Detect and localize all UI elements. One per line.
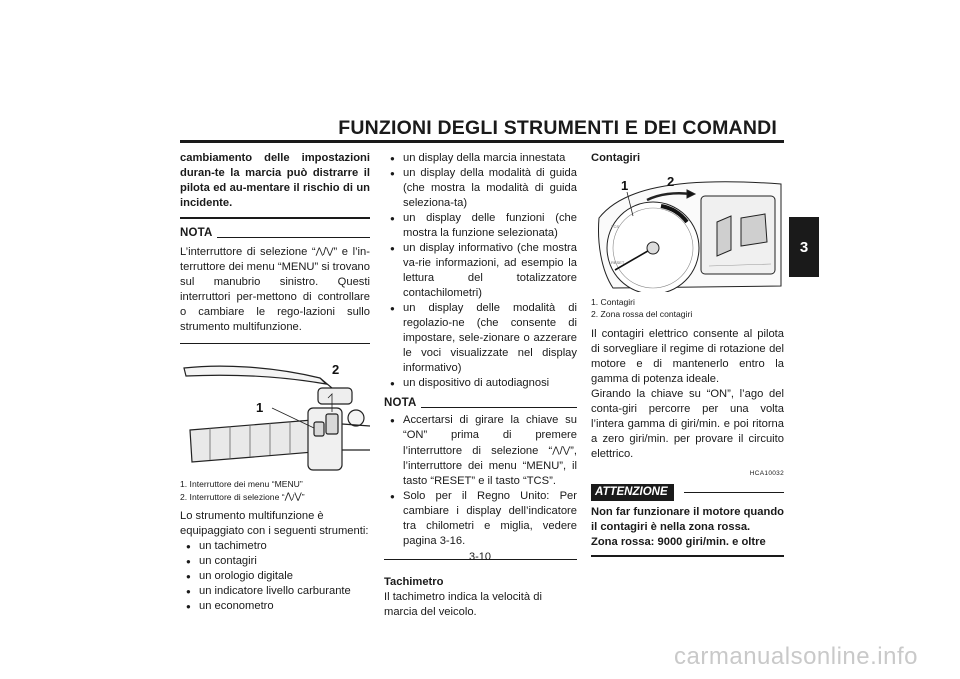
tachometer-figure <box>591 170 784 292</box>
list-item: ● un display delle funzioni (che mostra la funzione selezionata) <box>390 211 577 241</box>
caption-item-2: 2. Interruttore di selezione “⋀/⋁” <box>180 491 305 502</box>
down-arrow-icon: ⋁ <box>294 491 302 501</box>
up-arrow-icon: ⋀ <box>552 445 560 455</box>
clutch-lever <box>184 366 326 384</box>
list-item: ● un orologio digitale <box>186 569 370 584</box>
figure-label-2: 2 <box>332 362 340 377</box>
svg-text:RESET: RESET <box>611 260 625 265</box>
watermark: carmanualsonline.info <box>674 643 918 670</box>
handlebar-switch-figure <box>180 354 370 476</box>
attention-text: Non far funzionare il motore quando il contagiri è nella zona rossa. <box>591 506 784 533</box>
contagiri-text: Il contagiri elettrico consente al pilota di sorvegliare il regime di rotazione del motore e di mantenerlo entro la gamma di potenza ideale. Girando la chiave su “ON”, l’ago del conta-giri percorre per una volta l’intera gamma di giri/min. e poi ritorna a zero giri/min. per provare il circuito elettrico. <box>591 328 784 460</box>
list-item: ● un dispositivo di autodiagnosi <box>390 376 577 391</box>
page-number: 3-10 <box>468 551 492 563</box>
section-title-contagiri: Contagiri <box>591 152 641 164</box>
caption-item-1: 1. Interruttore dei menu “MENU” <box>180 479 303 489</box>
list-item: ● un tachimetro <box>186 539 370 554</box>
figure-label-1: 1 <box>256 400 264 415</box>
nota-label: NOTA <box>180 227 213 239</box>
warning-end-rule <box>180 217 370 219</box>
nota-header <box>384 395 577 411</box>
figure-label-1: 1 <box>621 178 629 193</box>
list-item: ● un indicatore livello carburante <box>186 584 370 599</box>
tachimetro-text: Il tachimetro indica la velocità di marcia del veicolo. <box>384 591 542 618</box>
list-item: ● un display della modalità di guida (che mostra la modalità di guida seleziona-ta) <box>390 166 577 211</box>
header-rule <box>180 140 784 143</box>
page-header-title: FUNZIONI DEGLI STRUMENTI E DEI COMANDI <box>338 117 777 139</box>
menu-switch <box>314 422 324 436</box>
up-arrow-icon: ⋀ <box>315 246 323 256</box>
attention-red-zone: Zona rossa: 9000 giri/min. e oltre <box>591 536 766 548</box>
column-2 <box>384 151 577 620</box>
list-item: ● un contagiri <box>186 554 370 569</box>
down-arrow-icon: ⋁ <box>326 246 334 256</box>
figure-caption <box>180 478 370 503</box>
caption-item-1: 1. Contagiri <box>591 297 635 307</box>
handlebar-grip <box>190 420 314 462</box>
list-item: ● un econometro <box>186 599 370 614</box>
instruments-list-cont <box>384 151 577 391</box>
list-item: ● Solo per il Regno Unito: Per cambiare i display dell’indicatore tra chilometri e miglia, vedere pagina 3-16. <box>390 489 577 549</box>
attention-label: ATTENZIONE <box>591 484 674 501</box>
nota-end-rule <box>180 343 370 344</box>
warning-continuation: cambiamento delle impostazioni duran-te la marcia può distrarre il pilota ed au-mentare il rischio di un incidente. <box>180 152 370 209</box>
nota-header <box>180 225 370 241</box>
list-item: ● un display informativo (che mostra va-rie informazioni, ad esempio la lettura del totalizzatore contachilometri) <box>390 241 577 301</box>
nota-label: NOTA <box>384 397 417 409</box>
up-arrow-icon: ⋀ <box>284 491 293 501</box>
selector-switch <box>326 414 338 434</box>
attention-header <box>591 483 784 501</box>
list-item: ● Accertarsi di girare la chiave su “ON” prima di premere l’interruttore di selezione “⋀/⋁”, l’interruttore dei menu “MENU”, il tasto “RESET” e il tasto “TCS”. <box>390 413 577 489</box>
column-1 <box>180 151 370 614</box>
nota-text: L’interruttore di selezione “⋀/⋁” e l’in-terruttore dei menu “MENU” si trovano sul manubrio sinistro. Questi interruttori per-mettono di controllare o cambiare le rego-lazioni sullo strumento multifunzione. <box>180 246 370 333</box>
list-item: ● un display della marcia innestata <box>390 151 577 166</box>
caption-item-2: 2. Zona rossa del contagiri <box>591 309 693 319</box>
figure-caption <box>591 296 784 320</box>
figure-label-2: 2 <box>667 174 675 189</box>
chapter-tab: 3 <box>789 217 819 277</box>
svg-text:TCS: TCS <box>611 224 619 229</box>
list-item: ● un display delle modalità di regolazio-ne (che consente di impostare, sele-zionare o azzerare le voci visualizzate nel display informativo) <box>390 301 577 376</box>
column-3 <box>591 151 784 557</box>
section-title-tachimetro: Tachimetro <box>384 576 444 588</box>
nota-list <box>384 413 577 549</box>
down-arrow-icon: ⋁ <box>562 445 571 455</box>
instruments-intro: Lo strumento multifunzione è equipaggiato con i seguenti strumenti: <box>180 510 369 537</box>
reference-code: HCA10032 <box>749 470 784 477</box>
